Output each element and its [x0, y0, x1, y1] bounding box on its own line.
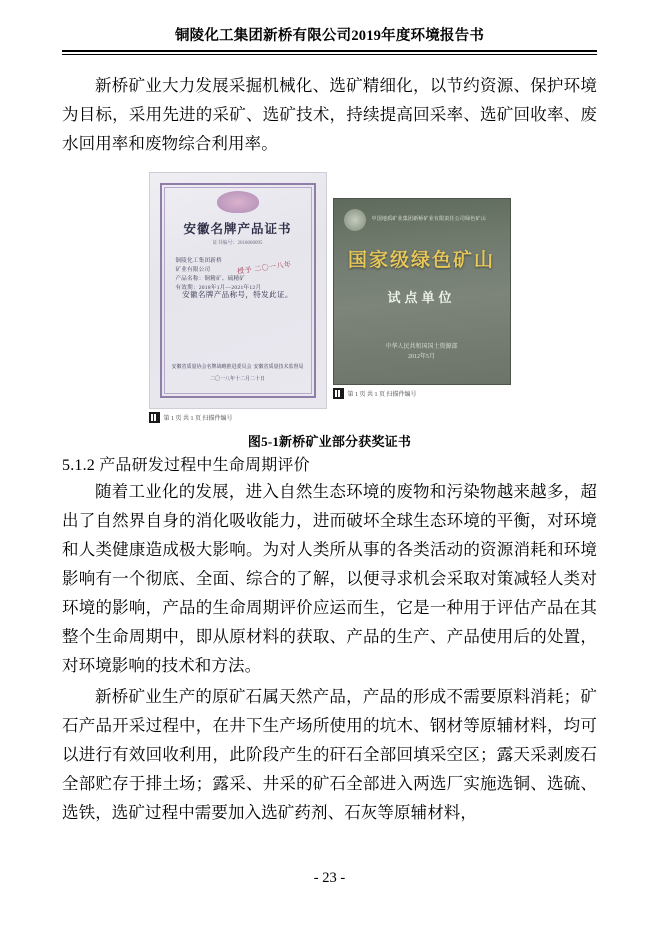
certificate-line-2: 矿业有限公司 [175, 267, 211, 273]
green-mine-footer-line2: 2012年5月 [407, 354, 435, 360]
green-mine-sub-text: 试点单位 [387, 290, 456, 305]
scan-bar-right [333, 388, 511, 399]
green-mine-footer [334, 342, 510, 362]
scan-label-left: 第 1 页 共 1 页 扫描件编号 [163, 416, 233, 422]
section-heading: 5.1.2 产品研发过程中生命周期评价 [62, 457, 310, 474]
certificate-stamp: 授予 二〇一八年 [236, 260, 292, 276]
emblem-icon [217, 191, 259, 213]
page-header-title: 铜陵化工集团新桥有限公司2019年度环境报告书 [174, 28, 485, 44]
certificate-footer-right: 安徽省质量技术监督局 [253, 365, 304, 370]
green-mine-footer-line1: 中华人民共和国国土资源部 [385, 344, 458, 350]
figure-awards [62, 172, 597, 423]
national-emblem-icon [344, 209, 366, 231]
paragraph-1: 新桥矿业大力发展采掘机械化、选矿精细化，以节约资源、保护环境为目标，采用先进的采矿、选矿技术，持续提高回采率、选矿回收率、废水回用率和废物综合利用率。 [62, 76, 597, 153]
paragraph-2: 随着工业化的发展，进入自然生态环境的废物和污染物越来越多，超出了自然界自身的消化吸收能力，进而破坏全球生态环境的平衡，对环境和人类健康造成极大影响。为对人类所从事的各类活动的资源消耗和环境影响有一个彻底、全面、综合的了解，以便寻求机会采取对策减轻人类对环境的影响，产品的生命周期评价应运而生，它是一种用于评估产品在其整个生命周期中，即从原材料的获取、产品的生产、产品使用后的处置，对环境影响的技术和方法。 [62, 482, 597, 675]
green-mine-main-text: 国家级绿色矿山 [347, 250, 495, 271]
certificate-anhui-brand [149, 172, 327, 409]
qr-code-icon [149, 412, 160, 423]
figure-caption: 图5-1新桥矿业部分获奖证书 [247, 434, 412, 449]
certificate-date: 二〇一八年十二月二十日 [209, 377, 265, 382]
page-number: - 23 - [313, 870, 346, 886]
paragraph-3: 新桥矿业生产的原矿石属天然产品，产品的形成不需要原料消耗；矿石产品开采过程中，在井下生产场所使用的坑木、钢材等原辅材料，均可以进行有效回收利用，此阶段产生的矸石全部回填采空区；露天采剥废石全部贮存于排土场；露采、井采的矿石全部进入两选厂实施选铜、选硫、选铁，选矿过程中需要加入选矿药剂、石灰等原辅材料， [62, 687, 597, 822]
certificate-line-4: 有效期：2018年1月—2021年12月 [175, 285, 262, 291]
header-rule-thin [62, 54, 597, 55]
green-mine-topline: 中国地质矿业集团新桥矿业有限责任公司绿色矿山 [371, 217, 486, 222]
header-rule-thick [62, 50, 597, 52]
certificate-title: 安徽名牌产品证书 [183, 222, 292, 236]
scan-bar-left [149, 412, 327, 423]
certificate-serial: 证书编号：2018000095 [212, 241, 263, 246]
page-content [62, 24, 597, 829]
certificate-green-mine [333, 198, 511, 385]
certificate-line-1: 铜陵化工集团新桥 [175, 258, 222, 264]
certificate-line-3: 产品名称：铜精矿、硫精矿 [175, 276, 246, 282]
qr-code-icon [333, 388, 344, 399]
scan-label-right: 第 1 页 共 1 页 扫描件编号 [347, 392, 417, 398]
certificate-footer [172, 363, 304, 370]
certificate-footer-left: 安徽省质量协会名牌战略推进委员会 [171, 365, 252, 370]
certificate-statement: 安徽名牌产品称号，特发此证。 [182, 290, 293, 299]
